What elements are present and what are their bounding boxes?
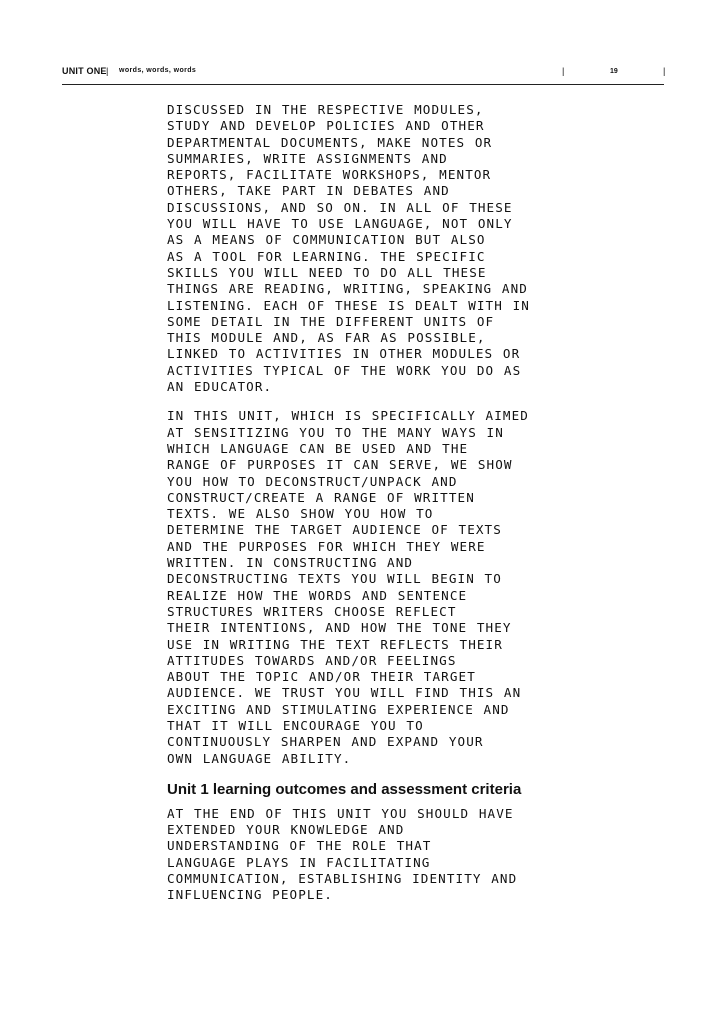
text-line: REPORTS, FACILITATE WORKSHOPS, MENTOR [167, 167, 492, 183]
text-line: CONSTRUCT/CREATE A RANGE OF WRITTEN [167, 489, 475, 505]
text-line: INFLUENCING PEOPLE. [167, 887, 333, 903]
body-content [167, 102, 667, 917]
header-title: words, words, words [119, 67, 197, 74]
text-line: DISCUSSED IN THE RESPECTIVE MODULES, [167, 102, 484, 117]
header-separator: | [106, 66, 109, 76]
text-line: RANGE OF PURPOSES IT CAN SERVE, WE SHOW [167, 457, 513, 473]
running-header [62, 66, 666, 80]
text-line: IN THIS UNIT, WHICH IS SPECIFICALLY AIMED [167, 408, 529, 424]
text-line: EXTENDED YOUR KNOWLEDGE AND [167, 822, 405, 838]
text-line: OTHERS, TAKE PART IN DEBATES AND [167, 183, 450, 199]
header-separator: | [663, 66, 666, 76]
text-line: WHICH LANGUAGE CAN BE USED AND THE [167, 440, 469, 456]
text-line: SUMMARIES, WRITE ASSIGNMENTS AND [167, 150, 448, 166]
text-line: REALIZE HOW THE WORDS AND SENTENCE [167, 587, 468, 603]
text-line: AND THE PURPOSES FOR WHICH THEY WERE [167, 538, 486, 554]
text-line: AT THE END OF THIS UNIT YOU SHOULD HAVE [167, 805, 514, 821]
text-line: SOME DETAIL IN THE DIFFERENT UNITS OF [167, 313, 495, 329]
text-line: STUDY AND DEVELOP POLICIES AND OTHER [167, 118, 485, 134]
text-line: ATTITUDES TOWARDS AND/OR FEELINGS [167, 652, 457, 668]
text-line: COMMUNICATION, ESTABLISHING IDENTITY AND [167, 871, 518, 887]
text-line: AT SENSITIZING YOU TO THE MANY WAYS IN [167, 424, 504, 440]
paragraph-3 [167, 806, 667, 904]
text-line: WRITTEN. IN CONSTRUCTING AND [167, 555, 414, 571]
unit-label: UNIT ONE [62, 66, 107, 76]
text-line: ACTIVITIES TYPICAL OF THE WORK YOU DO AS [167, 362, 522, 378]
text-line: THIS MODULE AND, AS FAR AS POSSIBLE, [167, 330, 486, 346]
text-line: OWN LANGUAGE ABILITY. [167, 750, 352, 766]
text-line: LANGUAGE PLAYS IN FACILITATING [167, 854, 431, 870]
text-line: LINKED TO ACTIVITIES IN OTHER MODULES OR [167, 346, 521, 362]
text-line: USE IN WRITING THE TEXT REFLECTS THEIR [167, 636, 503, 652]
text-line: AN EDUCATOR. [167, 379, 273, 395]
text-line: SKILLS YOU WILL NEED TO DO ALL THESE [167, 264, 487, 280]
text-line: EXCITING AND STIMULATING EXPERIENCE AND [167, 701, 510, 717]
text-line: ABOUT THE TOPIC AND/OR THEIR TARGET [167, 669, 476, 685]
text-line: DEPARTMENTAL DOCUMENTS, MAKE NOTES OR [167, 134, 493, 150]
text-line: YOU WILL HAVE TO USE LANGUAGE, NOT ONLY [167, 216, 513, 232]
text-line: LISTENING. EACH OF THESE IS DEALT WITH IN [167, 297, 530, 313]
text-line: DISCUSSIONS, AND SO ON. IN ALL OF THESE [167, 199, 513, 215]
text-line: AUDIENCE. WE TRUST YOU WILL FIND THIS AN [167, 685, 522, 701]
page-number: 19 [610, 68, 618, 75]
text-line: STRUCTURES WRITERS CHOOSE REFLECT [167, 603, 457, 619]
text-line: AS A TOOL FOR LEARNING. THE SPECIFIC [167, 248, 486, 264]
header-rule [62, 84, 664, 85]
text-line: DETERMINE THE TARGET AUDIENCE OF TEXTS [167, 522, 502, 538]
text-line: TEXTS. WE ALSO SHOW YOU HOW TO [167, 506, 434, 522]
text-line: AS A MEANS OF COMMUNICATION BUT ALSO [167, 232, 486, 248]
paragraph-1 [167, 102, 667, 395]
text-line: DECONSTRUCTING TEXTS YOU WILL BEGIN TO [167, 571, 502, 587]
text-line: UNDERSTANDING OF THE ROLE THAT [167, 838, 432, 854]
text-line: THEIR INTENTIONS, AND HOW THE TONE THEY [167, 620, 512, 636]
text-line: CONTINUOUSLY SHARPEN AND EXPAND YOUR [167, 734, 484, 750]
section-heading: Unit 1 learning outcomes and assessment criteria [167, 780, 522, 798]
paragraph-2 [167, 408, 667, 767]
text-line: YOU HOW TO DECONSTRUCT/UNPACK AND [167, 473, 458, 489]
header-separator: | [562, 66, 565, 76]
text-line: THINGS ARE READING, WRITING, SPEAKING AND [167, 281, 528, 297]
text-line: THAT IT WILL ENCOURAGE YOU TO [167, 717, 424, 733]
